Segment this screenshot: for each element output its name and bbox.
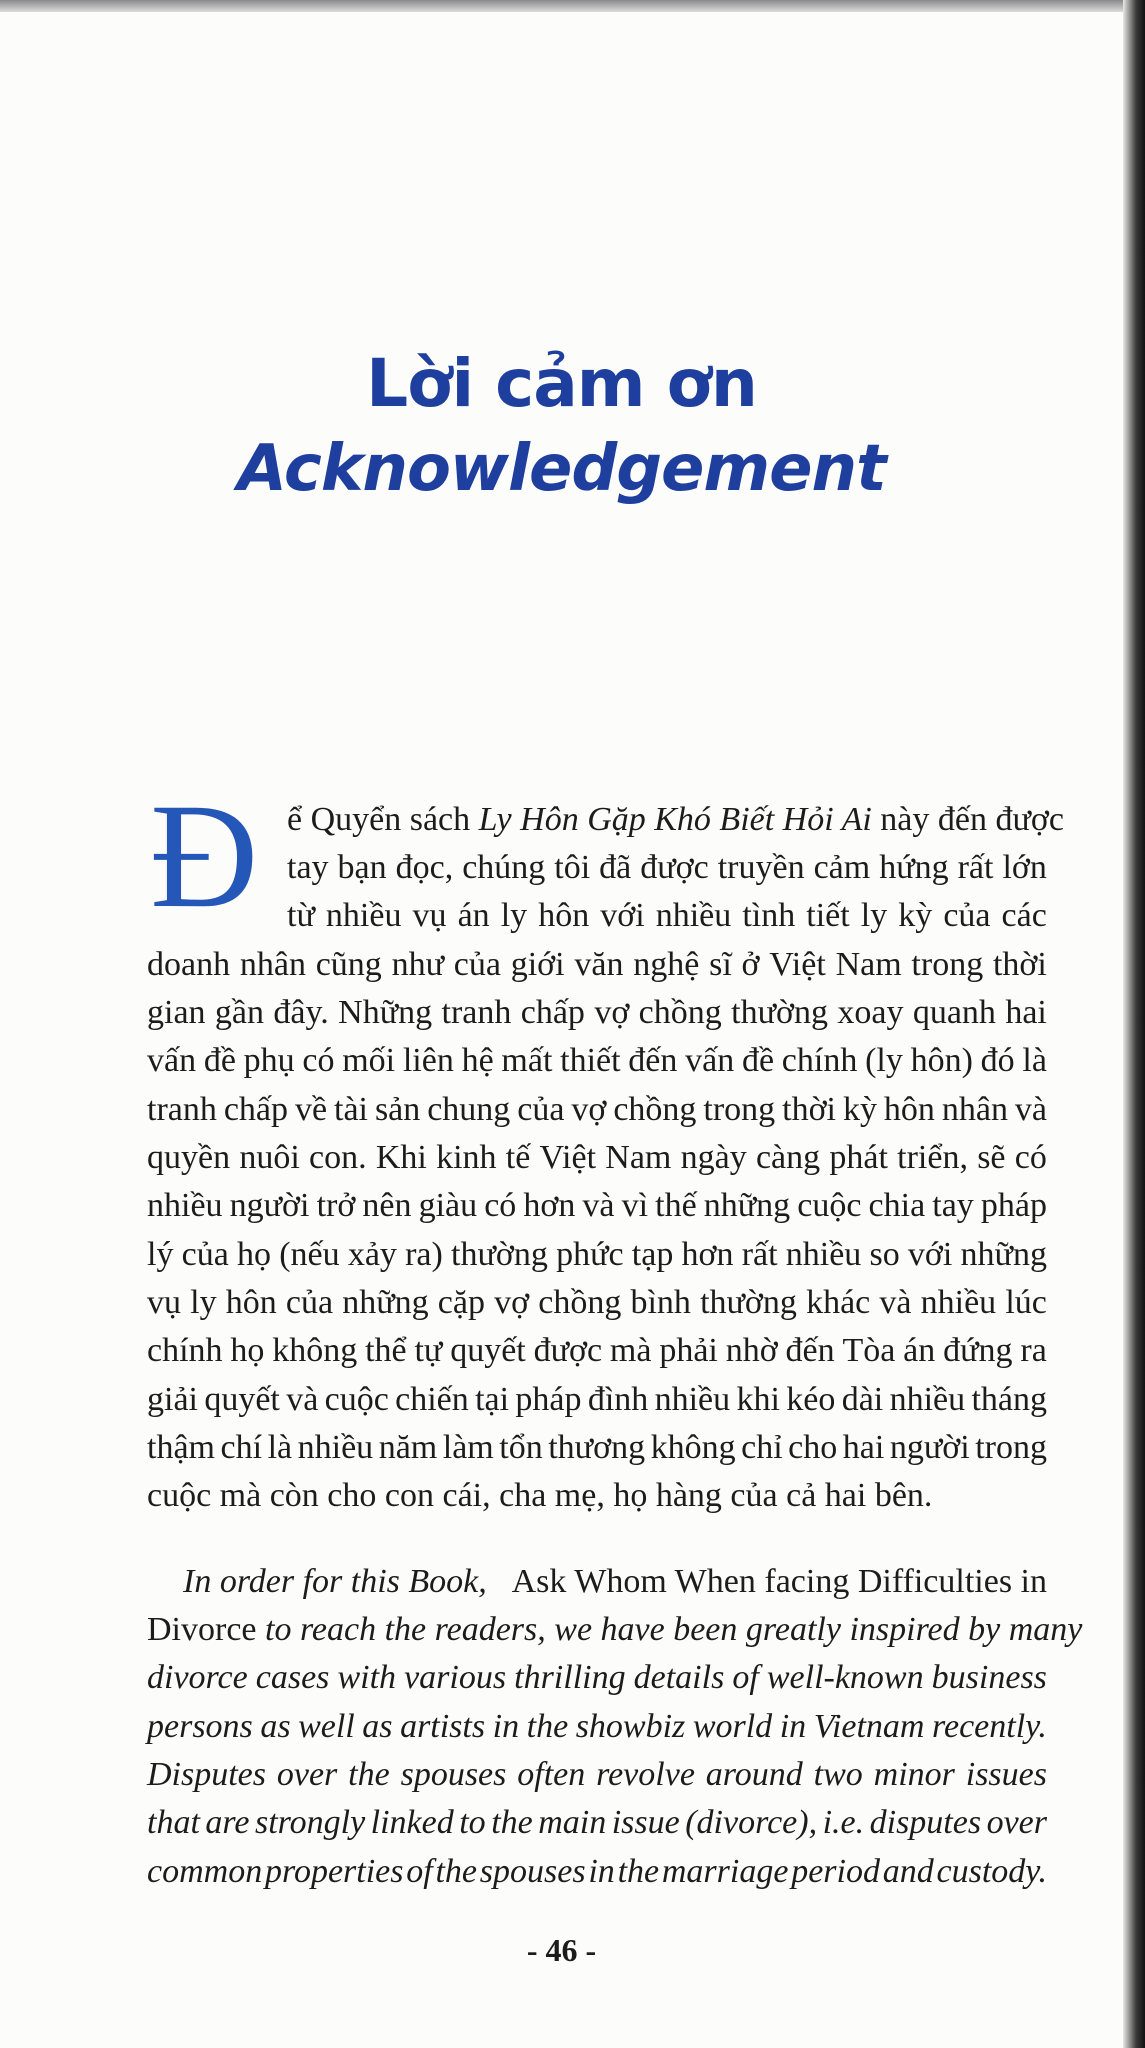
word: ly [860, 897, 888, 934]
word: và [582, 1187, 615, 1224]
word: around [705, 1756, 803, 1793]
word: Disputes [147, 1756, 266, 1793]
word: the [491, 1804, 533, 1841]
word: cảm [813, 849, 871, 886]
word: well [298, 1708, 355, 1745]
word: showbiz [575, 1708, 686, 1745]
word: over [276, 1756, 338, 1793]
word: cases [255, 1659, 330, 1696]
word: với [907, 1236, 953, 1273]
word: vấn [685, 1042, 735, 1079]
word: period [791, 1853, 880, 1890]
word: năm [378, 1429, 438, 1466]
word: cặp [437, 1284, 485, 1321]
word: (divorce), [685, 1804, 818, 1841]
word: linked [370, 1804, 454, 1841]
word: the [617, 1853, 660, 1890]
word: xoay [837, 994, 904, 1031]
word: chấp [520, 994, 585, 1031]
word: chiến [395, 1381, 469, 1418]
word: là [267, 1429, 293, 1466]
word: cho [788, 1429, 838, 1466]
word: ở [741, 946, 760, 983]
book-title-italic: Ly Hôn Gặp Khó Biết Hỏi Ai [478, 801, 872, 838]
word: nhiều [297, 1429, 374, 1466]
word: mà [609, 1332, 652, 1369]
paragraph-line [287, 896, 1047, 936]
word: thường [700, 1284, 797, 1321]
word: bạn [337, 849, 387, 886]
paragraph-line [147, 1707, 1047, 1747]
word: quanh [912, 994, 996, 1031]
word: hứng [879, 849, 949, 886]
word: xảy [347, 1236, 397, 1273]
word: Khi [375, 1139, 427, 1176]
word: recently. [932, 1708, 1047, 1745]
word: đó [980, 1042, 1015, 1079]
page-edge-shadow [1123, 0, 1145, 2048]
word: gần [214, 994, 265, 1031]
word: được [533, 1332, 603, 1369]
paragraph-line: cuộc mà còn cho con cái, cha mẹ, họ hàng của cả hai bên. [147, 1477, 933, 1514]
paragraph-line [147, 1755, 1047, 1795]
word: nhiều [655, 897, 732, 934]
word: người [229, 1187, 310, 1224]
word: gian [147, 994, 206, 1031]
word: khi [736, 1381, 780, 1418]
word: tháng [971, 1381, 1047, 1418]
word: doanh [147, 946, 231, 983]
word: liên [402, 1042, 454, 1079]
word: khác [806, 1284, 871, 1321]
word: in [492, 1708, 520, 1745]
word: tế [505, 1139, 531, 1176]
word: so [869, 1236, 900, 1273]
word: cuộc [324, 1381, 389, 1418]
word: tự [414, 1332, 443, 1369]
word: kỳ [898, 897, 933, 934]
paragraph-line [183, 1562, 1047, 1602]
word: mối [342, 1042, 396, 1079]
word: và [1014, 1091, 1047, 1128]
word: artists [400, 1708, 486, 1745]
word: tranh [441, 994, 512, 1031]
word: main [538, 1804, 607, 1841]
word: persons [147, 1708, 253, 1745]
word: vì [621, 1187, 649, 1224]
word: hôn [538, 897, 590, 934]
word: the [348, 1756, 390, 1793]
word: various [404, 1659, 507, 1696]
word: có [484, 1187, 517, 1224]
word: trở [316, 1187, 356, 1224]
text-segment: In order for this Book, [183, 1563, 487, 1600]
word: sẽ [977, 1139, 1006, 1176]
word: ra) [405, 1236, 443, 1273]
word: ly [190, 1284, 217, 1321]
word: chồng [638, 994, 722, 1031]
word: rất [957, 849, 994, 886]
word: văn [574, 946, 624, 983]
word: lớn [1002, 849, 1047, 886]
word: sản [374, 1091, 421, 1128]
word: hôn [883, 1091, 935, 1128]
word: ly [500, 897, 528, 934]
word: những [960, 1236, 1047, 1273]
word: cũng [315, 946, 382, 983]
word: hai [842, 1429, 885, 1466]
word: in [779, 1708, 807, 1745]
word: Vietnam [813, 1708, 925, 1745]
word: giải [147, 1381, 198, 1418]
word: chia [868, 1187, 926, 1224]
word: có [302, 1042, 335, 1079]
word: world [692, 1708, 773, 1745]
word: properties [264, 1853, 404, 1890]
word: thường [451, 1236, 548, 1273]
word: nhiều [920, 1284, 997, 1321]
word: không [272, 1332, 358, 1369]
word: well-known [766, 1659, 924, 1696]
word: chính [147, 1332, 223, 1369]
word: chung [427, 1091, 511, 1128]
paragraph-line [147, 1610, 1083, 1650]
word: to [459, 1804, 486, 1841]
word: vợ [494, 1284, 530, 1321]
page-number: - 46 - [526, 1932, 597, 1968]
paragraph-line [147, 1138, 1047, 1178]
word: kinh [436, 1139, 497, 1176]
word: the [435, 1853, 478, 1890]
word: hôn [225, 1284, 277, 1321]
word: của [943, 897, 991, 934]
word: án [903, 1332, 936, 1369]
word: tài [334, 1091, 368, 1128]
word: tổn [499, 1429, 543, 1466]
word: tiết [806, 897, 850, 934]
word: kéo [786, 1381, 836, 1418]
word: ra [1020, 1332, 1047, 1369]
word: of [732, 1659, 759, 1696]
word: that [147, 1804, 200, 1841]
word: hai [1005, 994, 1047, 1031]
word: chính [781, 1042, 858, 1079]
word: Tòa [842, 1332, 896, 1369]
word: quyền [147, 1139, 231, 1176]
word: của [285, 1284, 334, 1321]
word: như [391, 946, 445, 983]
word: các [1001, 897, 1047, 934]
word: càng [755, 1139, 821, 1176]
word: thời [782, 1091, 836, 1128]
paragraph-line [147, 1803, 1047, 1843]
word: tình [742, 897, 796, 934]
word: nhiều [654, 1381, 731, 1418]
word: and [882, 1853, 934, 1890]
word: thời [992, 946, 1047, 983]
word: chúng [462, 849, 546, 886]
word: thương [548, 1429, 646, 1466]
word: two [813, 1756, 863, 1793]
word: nhiều [325, 897, 402, 934]
word: đến [785, 1332, 835, 1369]
word: strongly [254, 1804, 366, 1841]
word: những [703, 1187, 791, 1224]
word: đây. [273, 994, 329, 1031]
word: chấp [223, 1091, 288, 1128]
word: với [600, 897, 645, 934]
word: trong [703, 1091, 776, 1128]
word: tạp [631, 1236, 674, 1273]
word: chồng [613, 1091, 697, 1128]
word: phức [556, 1236, 624, 1273]
word: được [640, 849, 709, 886]
word: vợ [594, 994, 630, 1031]
scan-top-edge [0, 0, 1145, 12]
word: tranh [147, 1091, 217, 1128]
word: có [1014, 1139, 1047, 1176]
book-title: Divorce [147, 1611, 257, 1648]
word: và [286, 1381, 319, 1418]
word: chỉ [741, 1429, 783, 1466]
paragraph-line [147, 1852, 1047, 1892]
word: pháp [515, 1381, 582, 1418]
word: ngày [680, 1139, 747, 1176]
word: làm [442, 1429, 494, 1466]
word: từ [287, 897, 315, 934]
paragraph-line [287, 848, 1047, 888]
word: nên [362, 1187, 412, 1224]
word: về [294, 1091, 328, 1128]
word: marriage [661, 1853, 789, 1890]
word: án [457, 897, 490, 934]
word: phụ [243, 1042, 295, 1079]
paragraph-line [147, 1428, 1047, 1468]
word: tay [932, 1187, 974, 1224]
word: đình [587, 1381, 649, 1418]
paragraph-line [147, 1331, 1047, 1371]
word: của [453, 946, 501, 983]
word: nhân [239, 946, 306, 983]
word: (ly [865, 1042, 903, 1079]
word: đến [628, 1042, 678, 1079]
paragraph-line [147, 1186, 1047, 1226]
word: Việt [539, 1139, 597, 1176]
word: thrilling [514, 1659, 626, 1696]
word: hệ [461, 1042, 494, 1079]
word: là [1022, 1042, 1047, 1079]
text-segment: này đến được [871, 801, 1064, 838]
word: nhiều [889, 1381, 966, 1418]
paragraph-line [147, 1235, 1047, 1275]
word: (nếu [279, 1236, 340, 1273]
word: tay [287, 849, 329, 886]
word: spouses [479, 1853, 586, 1890]
word: vụ [412, 897, 447, 934]
word: business [931, 1659, 1047, 1696]
paragraph-line [147, 1283, 1047, 1323]
word: common [147, 1853, 263, 1890]
word: in [588, 1853, 615, 1890]
word: họ [230, 1332, 265, 1369]
word: as [362, 1708, 393, 1745]
paragraph-line [147, 1380, 1047, 1420]
paragraph-line [147, 1658, 1047, 1698]
word: are [205, 1804, 250, 1841]
word: chồng [538, 1284, 622, 1321]
word: của [181, 1236, 229, 1273]
word: often [517, 1756, 586, 1793]
word: tại [475, 1381, 510, 1418]
word: quyết [450, 1332, 526, 1369]
word: over [986, 1804, 1047, 1841]
word: tôi [554, 849, 591, 886]
word: thường [731, 994, 828, 1031]
paragraph-line [147, 1041, 1047, 1081]
text-segment: to reach the readers, we have been greatly inspired by many [256, 1611, 1083, 1648]
word: bình [630, 1284, 691, 1321]
word: trong [975, 1429, 1047, 1466]
word: spouses [400, 1756, 507, 1793]
word: cuộc [797, 1187, 862, 1224]
word: vợ [571, 1091, 607, 1128]
word: đề [203, 1042, 236, 1079]
word: trong [911, 946, 984, 983]
word: quyết [204, 1381, 280, 1418]
paragraph-line [287, 800, 1064, 840]
book-title: Ask Whom When facing Difficulties in [504, 1563, 1047, 1600]
word: lý [147, 1236, 174, 1273]
word: triển, [897, 1139, 968, 1176]
drop-cap: Đ [150, 773, 259, 939]
word: thế [655, 1187, 697, 1224]
word: details [633, 1659, 725, 1696]
title-english: Acknowledgement [237, 432, 886, 506]
word: họ [237, 1236, 272, 1273]
word: đã [599, 849, 632, 886]
word: divorce [147, 1659, 248, 1696]
word: minor [873, 1756, 955, 1793]
word: as [260, 1708, 291, 1745]
word: vụ [147, 1284, 181, 1321]
word: vấn [147, 1042, 197, 1079]
paragraph-line [147, 1090, 1047, 1130]
word: đọc, [395, 849, 454, 886]
paragraph-line [147, 993, 1047, 1033]
word: with [337, 1659, 397, 1696]
word: kỳ [842, 1091, 877, 1128]
word: mất [501, 1042, 553, 1079]
word: Những [338, 994, 433, 1031]
word: giàu [418, 1187, 478, 1224]
word: nhiều [147, 1187, 223, 1224]
word: hơn [681, 1236, 734, 1273]
word: Việt [769, 946, 826, 983]
text-segment: ể Quyển sách [287, 801, 479, 838]
word: nghệ [633, 946, 700, 983]
word: nhân [941, 1091, 1008, 1128]
word: và [879, 1284, 912, 1321]
word: custody. [936, 1853, 1047, 1890]
word: of [406, 1853, 433, 1890]
word: nhiều [785, 1236, 862, 1273]
word: dài [841, 1381, 884, 1418]
word: disputes [869, 1804, 982, 1841]
word: của [517, 1091, 565, 1128]
word: sĩ [709, 946, 732, 983]
word: thậm [147, 1429, 215, 1466]
word: Nam [835, 946, 902, 983]
word: chí [220, 1429, 263, 1466]
word: nhờ [725, 1332, 778, 1369]
word: the [526, 1708, 569, 1745]
paragraph-line [147, 945, 1047, 985]
word: người [889, 1429, 970, 1466]
title-vietnamese: Lời cảm ơn [366, 345, 757, 422]
word: thiết [560, 1042, 621, 1079]
word: lúc [1005, 1284, 1047, 1321]
word: không [650, 1429, 736, 1466]
word: Nam [605, 1139, 672, 1176]
word: pháp [980, 1187, 1047, 1224]
word: phải [659, 1332, 718, 1369]
word: hơn [523, 1187, 576, 1224]
word: nuôi [239, 1139, 300, 1176]
word: phát [829, 1139, 888, 1176]
word: giới [510, 946, 565, 983]
word: đề [741, 1042, 775, 1079]
word: hôn) [910, 1042, 973, 1079]
word: issue [611, 1804, 680, 1841]
word: revolve [596, 1756, 695, 1793]
word: issues [965, 1756, 1047, 1793]
word: i.e. [822, 1804, 865, 1841]
word: những [342, 1284, 429, 1321]
word: con. [309, 1139, 367, 1176]
word: rất [741, 1236, 778, 1273]
word: đứng [943, 1332, 1013, 1369]
word: truyền [717, 849, 805, 886]
word: thể [365, 1332, 407, 1369]
